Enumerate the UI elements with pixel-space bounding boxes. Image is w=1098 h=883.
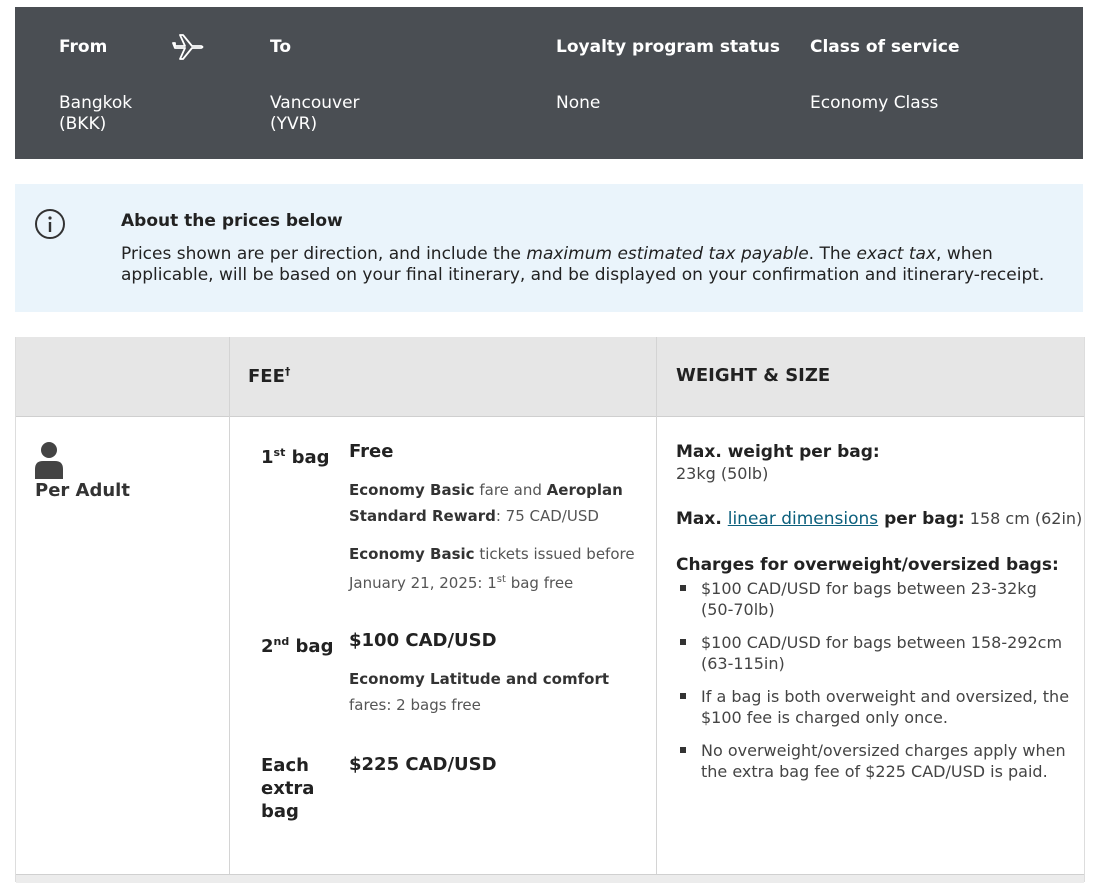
list-item: If a bag is both overweight and oversized, the $100 fee is charged only once.	[676, 686, 1071, 728]
charges-list	[676, 578, 1071, 794]
table-header	[16, 337, 1084, 417]
price-notice	[15, 184, 1083, 312]
loyalty-label: Loyalty program status	[556, 37, 780, 57]
from-code: (BKK)	[59, 114, 107, 134]
second-bag-note: Economy Latitude and comfort fares: 2 bags free	[349, 670, 610, 714]
first-bag-note-basic: Economy Basic fare and Aeroplan Standard Reward: 75 CAD/USD	[349, 481, 623, 525]
list-item: $100 CAD/USD for bags between 23-32kg (50-70lb)	[676, 578, 1071, 620]
from-city: Bangkok	[59, 93, 133, 113]
header-fee: FEE†	[248, 365, 291, 387]
linear-dimensions-link[interactable]: linear dimensions	[727, 509, 879, 529]
column-divider	[656, 337, 657, 874]
notice-title: About the prices below	[121, 211, 343, 231]
class-value: Economy Class	[810, 93, 939, 113]
extra-bag-label: Each extra bag	[261, 755, 315, 822]
to-label: To	[270, 37, 292, 57]
first-bag-note-legacy: Economy Basic tickets issued before January 21, 2025: 1st bag free	[349, 545, 635, 592]
second-bag-label: 2nd bag	[261, 635, 334, 657]
baggage-table	[15, 337, 1085, 882]
header-weight-size: WEIGHT & SIZE	[676, 365, 831, 386]
from-value	[59, 93, 132, 135]
plane-icon	[171, 29, 207, 65]
max-dimensions: Max. linear dimensions per bag: 158 cm (62in)	[676, 509, 1083, 529]
list-item: No overweight/oversized charges apply when the extra bag fee of $225 CAD/USD is paid.	[676, 740, 1071, 782]
to-value	[270, 93, 360, 135]
notice-em-max-tax: maximum estimated tax payable	[526, 244, 809, 264]
extra-bag-fee: $225 CAD/USD	[349, 754, 497, 775]
notice-body: Prices shown are per direction, and include the maximum estimated tax payable. The exact tax, when applicable, will be based on your final itinerary, and be displayed on your confirmation and itinerary-receipt.	[121, 244, 1045, 285]
class-label: Class of service	[810, 37, 960, 57]
from-label: From	[59, 37, 108, 57]
passenger-label: Per Adult	[35, 480, 130, 501]
person-icon	[33, 441, 65, 479]
to-code: (YVR)	[270, 114, 318, 134]
charges-label: Charges for overweight/oversized bags:	[676, 555, 1059, 575]
first-bag-fee: Free	[349, 441, 394, 462]
info-icon	[34, 208, 66, 240]
route-summary	[15, 7, 1083, 159]
first-bag-label: 1st bag	[261, 446, 330, 468]
column-divider	[229, 337, 230, 874]
to-city: Vancouver	[270, 93, 360, 113]
notice-em-exact-tax: exact tax	[856, 244, 937, 264]
list-item: $100 CAD/USD for bags between 158-292cm (63-115in)	[676, 632, 1071, 674]
max-weight-value: 23kg (50lb)	[676, 464, 769, 483]
max-weight-label: Max. weight per bag:	[676, 442, 880, 462]
loyalty-value: None	[556, 93, 601, 113]
fee-dagger: †	[284, 365, 291, 378]
second-bag-fee: $100 CAD/USD	[349, 630, 497, 651]
